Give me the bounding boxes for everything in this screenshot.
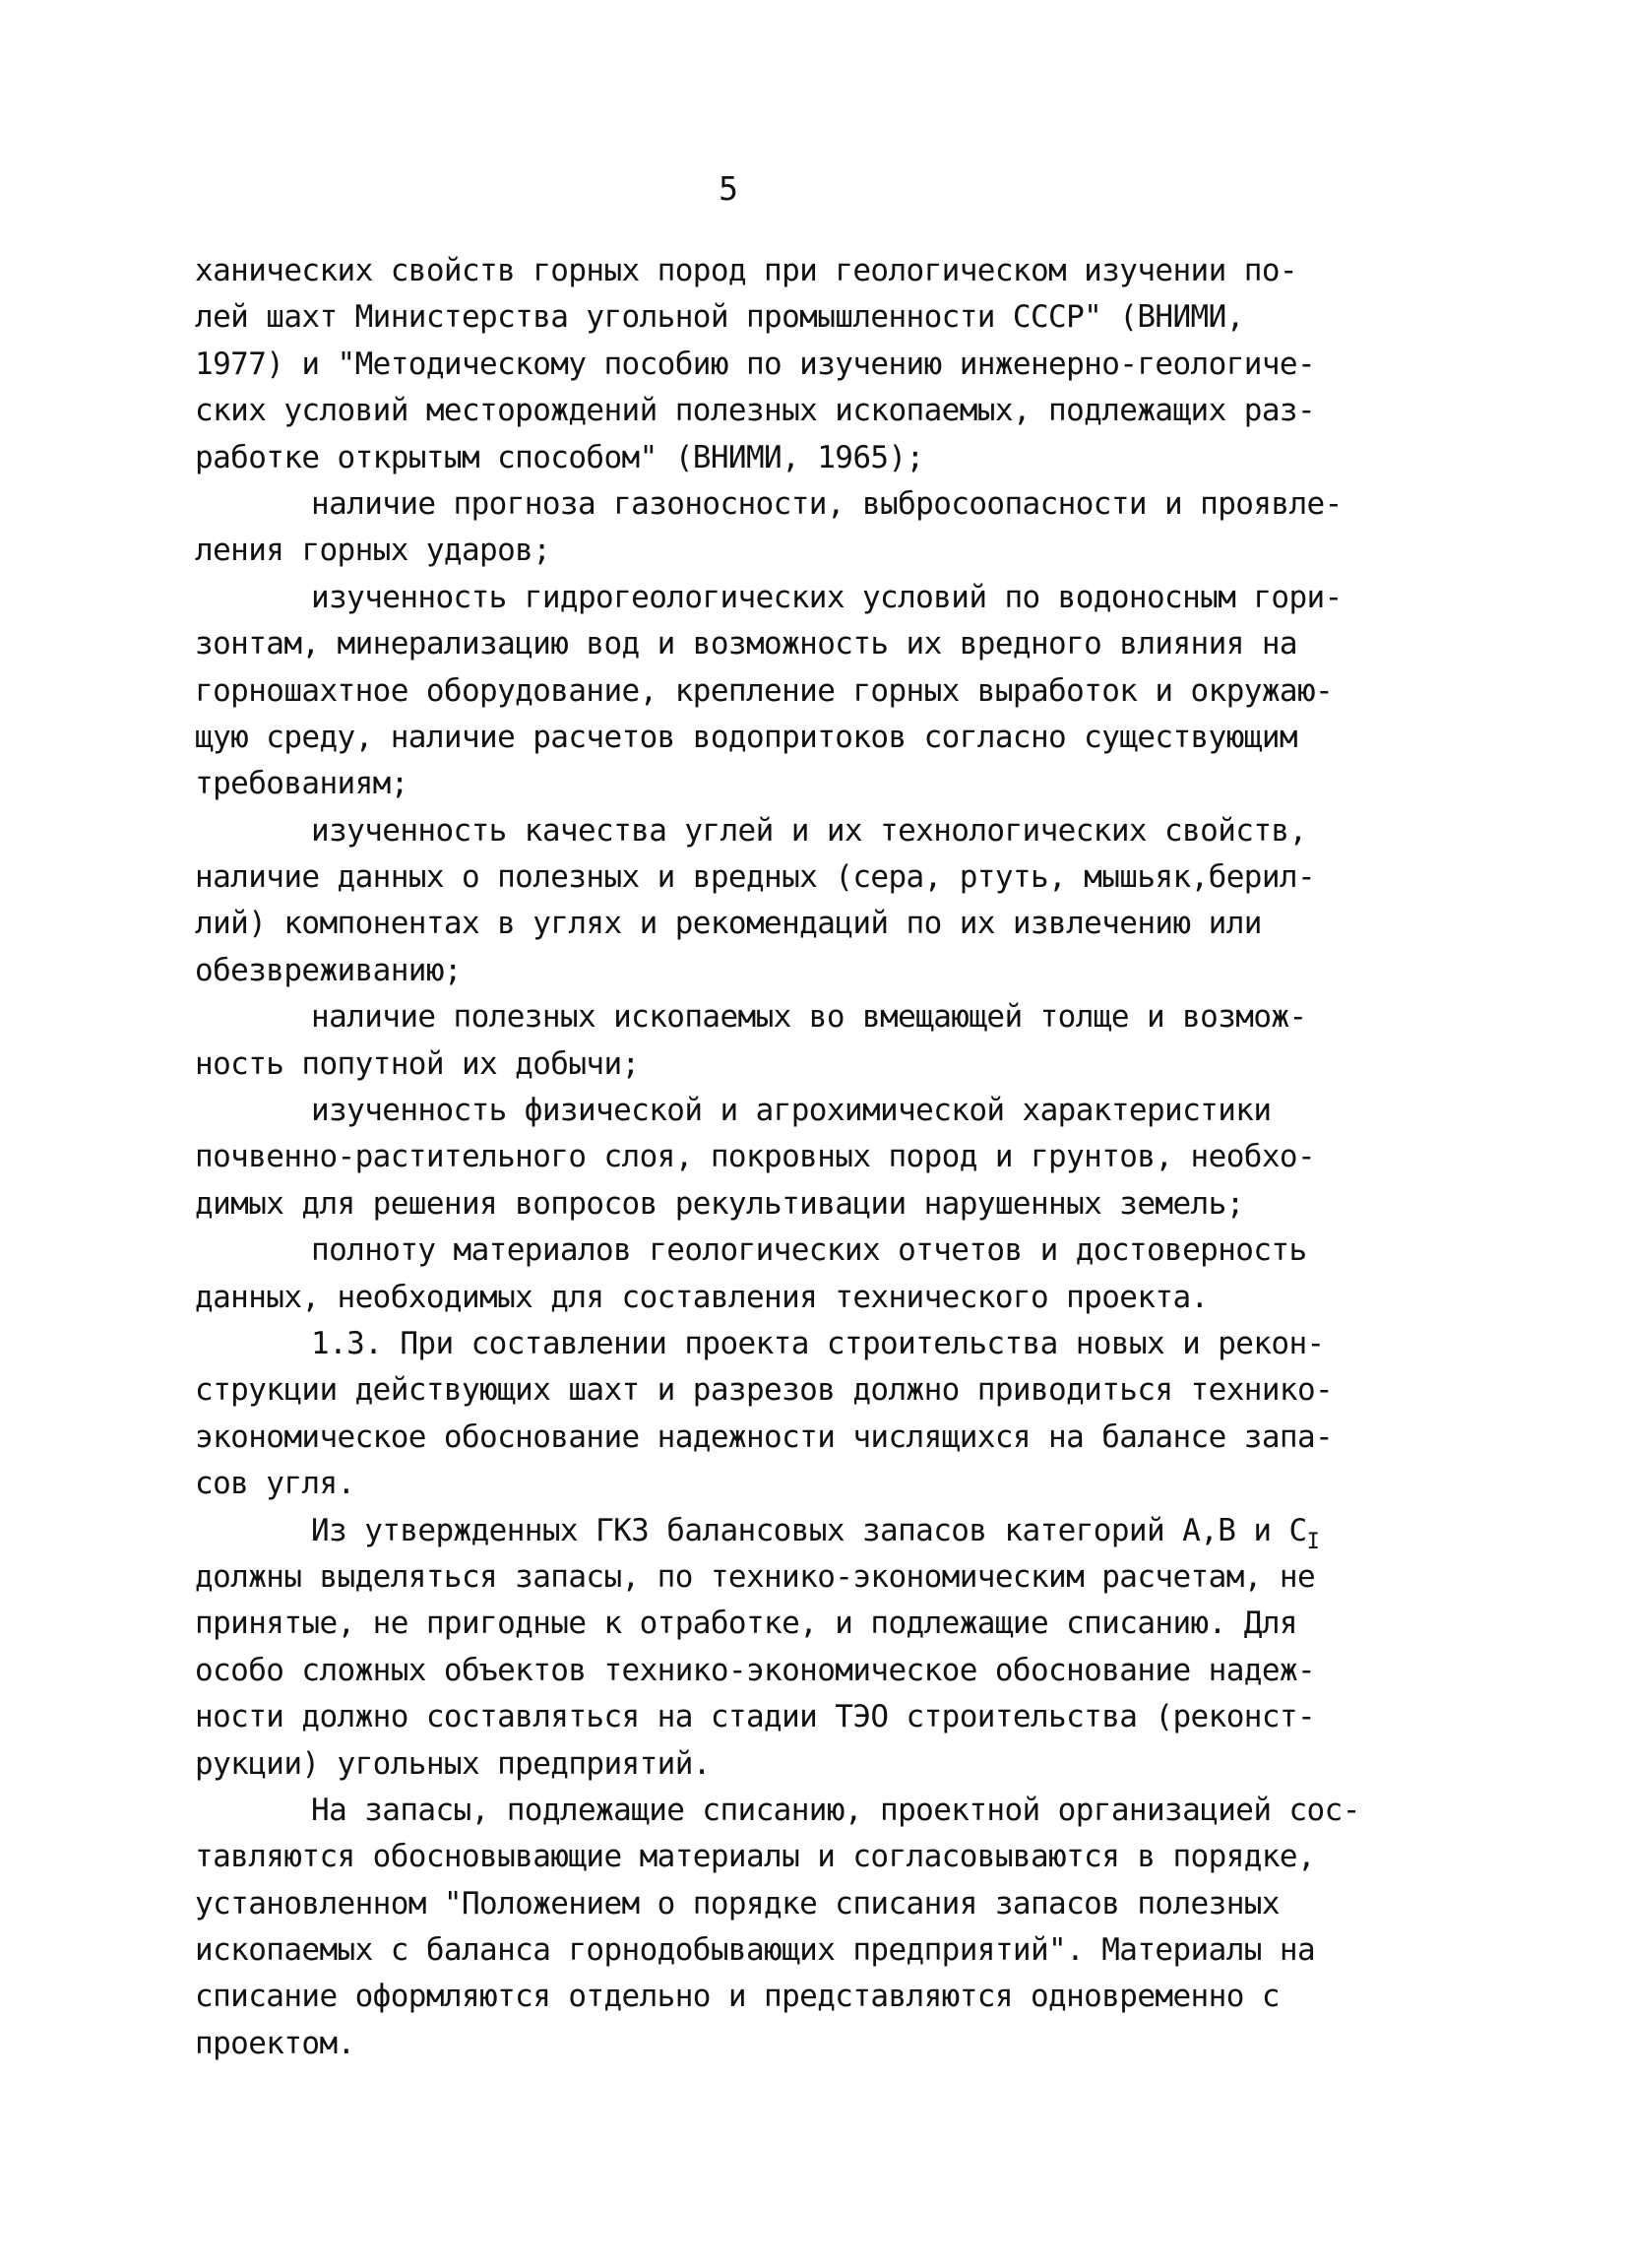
- text-line-content: лей шахт Министерства угольной промышленности СССР" (ВНИМИ,: [195, 299, 1244, 336]
- text-line: [195, 481, 1425, 528]
- text-line: [195, 1694, 1425, 1740]
- text-line: [195, 1881, 1425, 1927]
- text-line-content: щую среду, наличие расчетов водопритоков согласно существующим: [195, 719, 1297, 755]
- text-line: [195, 1041, 1425, 1088]
- text-line: [195, 1508, 1425, 1554]
- text-line-content: работке открытым способом" (ВНИМИ, 1965);: [195, 439, 924, 475]
- text-line-content: экономическое обоснование надежности числящихся на балансе запа-: [195, 1418, 1334, 1455]
- text-line-content: струкции действующих шахт и разрезов должно приводиться технико-: [195, 1372, 1334, 1409]
- text-line: [195, 1648, 1425, 1694]
- text-line: [195, 1321, 1425, 1367]
- text-line: [195, 1974, 1425, 2020]
- text-line: [195, 388, 1425, 434]
- text-line: [195, 1134, 1425, 1180]
- text-line: [195, 1228, 1425, 1274]
- text-line: [195, 1088, 1425, 1134]
- text-line-content: ности должно составляться на стадии ТЭО строительства (реконст-: [195, 1699, 1316, 1735]
- text-line: [195, 342, 1425, 388]
- text-line-content: наличие прогноза газоносности, выбросоопасности и проявле-: [311, 485, 1343, 522]
- text-line: [195, 294, 1425, 341]
- text-line: [195, 248, 1425, 294]
- text-line: [195, 1275, 1425, 1321]
- text-line-content: списание оформляются отдельно и представляются одновременно с: [195, 1979, 1280, 2015]
- text-line-content: сов угля.: [195, 1466, 355, 1502]
- text-line-content: 1.3. При составлении проекта строительства новых и рекон-: [311, 1325, 1325, 1361]
- text-line: [195, 715, 1425, 761]
- text-line: [195, 621, 1425, 667]
- text-line: [195, 901, 1425, 947]
- text-line: [195, 1834, 1425, 1880]
- text-line-content: 1977) и "Методическому пособию по изучению инженерно-геологиче-: [195, 346, 1316, 382]
- text-line: [195, 575, 1425, 621]
- text-line: [195, 808, 1425, 854]
- text-line: [195, 668, 1425, 715]
- text-line-content: зонтам, минерализацию вод и возможность их вредного влияния на: [195, 626, 1297, 662]
- text-line-content: изученность качества углей и их технологических свойств,: [311, 812, 1307, 849]
- text-line: [195, 1367, 1425, 1414]
- text-line: [195, 761, 1425, 807]
- subscript: I: [1306, 1529, 1320, 1554]
- text-line-content: рукции) угольных предприятий.: [195, 1745, 711, 1782]
- text-line-content: изученность гидрогеологических условий по водоносным гори-: [311, 579, 1343, 615]
- text-line-content: данных, необходимых для составления технического проекта.: [195, 1279, 1209, 1315]
- text-line-content: димых для решения вопросов рекультивации нарушенных земель;: [195, 1185, 1244, 1222]
- text-line-content: почвенно-растительного слоя, покровных пород и грунтов, необхо-: [195, 1139, 1316, 1175]
- text-line-content: изученность физической и агрохимической характеристики: [311, 1093, 1272, 1129]
- text-line-content: горношахтное оборудование, крепление горных выработок и окружаю-: [195, 672, 1334, 709]
- text-line: [195, 528, 1425, 574]
- text-line-content: ность попутной их добычи;: [195, 1045, 640, 1082]
- text-line-content: принятые, не пригодные к отработке, и подлежащие списанию. Для: [195, 1606, 1297, 1642]
- text-line-content: лий) компонентах в углях и рекомендаций по их извлечению или: [195, 906, 1262, 942]
- text-line-content: ских условий месторождений полезных ископаемых, подлежащих раз-: [195, 393, 1316, 429]
- text-line-content: обезвреживанию;: [195, 952, 462, 988]
- text-line: [195, 1788, 1425, 1834]
- page-number: 5: [719, 169, 738, 208]
- text-line: [195, 1601, 1425, 1647]
- text-line: [195, 1415, 1425, 1461]
- text-line-content: ханических свойств горных пород при геологическом изучении по-: [195, 253, 1297, 288]
- text-line: [195, 1927, 1425, 1974]
- text-line-content: требованиям;: [195, 766, 408, 802]
- document-body: [195, 248, 1425, 2067]
- text-line: [195, 2021, 1425, 2067]
- text-line-content: установленном "Положением о порядке списания запасов полезных: [195, 1885, 1280, 1922]
- text-line-content: Из утвержденных ГКЗ балансовых запасов категорий А,В и С: [311, 1512, 1307, 1548]
- text-line-content: должны выделяться запасы, по технико-экономическим расчетам, не: [195, 1558, 1316, 1595]
- text-line-content: наличие данных о полезных и вредных (сера, ртуть, мышьяк,берил-: [195, 859, 1316, 896]
- text-line-content: тавляются обосновывающие материалы и согласовываются в порядке,: [195, 1839, 1316, 1875]
- text-line-content: ископаемых с баланса горнодобывающих предприятий". Материалы на: [195, 1932, 1316, 1969]
- text-line: [195, 1741, 1425, 1788]
- text-line-content: проектом.: [195, 2025, 355, 2061]
- text-line: [195, 435, 1425, 481]
- text-line: [195, 1181, 1425, 1228]
- text-line: [195, 854, 1425, 901]
- text-line: [195, 1554, 1425, 1601]
- text-line-content: полноту материалов геологических отчетов и достоверность: [311, 1232, 1307, 1269]
- text-line-content: наличие полезных ископаемых во вмещающей толще и возмож-: [311, 999, 1307, 1036]
- text-line: [195, 1461, 1425, 1507]
- text-line-content: особо сложных объектов технико-экономическое обоснование надеж-: [195, 1652, 1316, 1688]
- text-line: [195, 994, 1425, 1040]
- text-line-content: ления горных ударов;: [195, 533, 551, 569]
- text-line-content: На запасы, подлежащие списанию, проектной организацией сос-: [311, 1792, 1360, 1828]
- text-line: [195, 948, 1425, 994]
